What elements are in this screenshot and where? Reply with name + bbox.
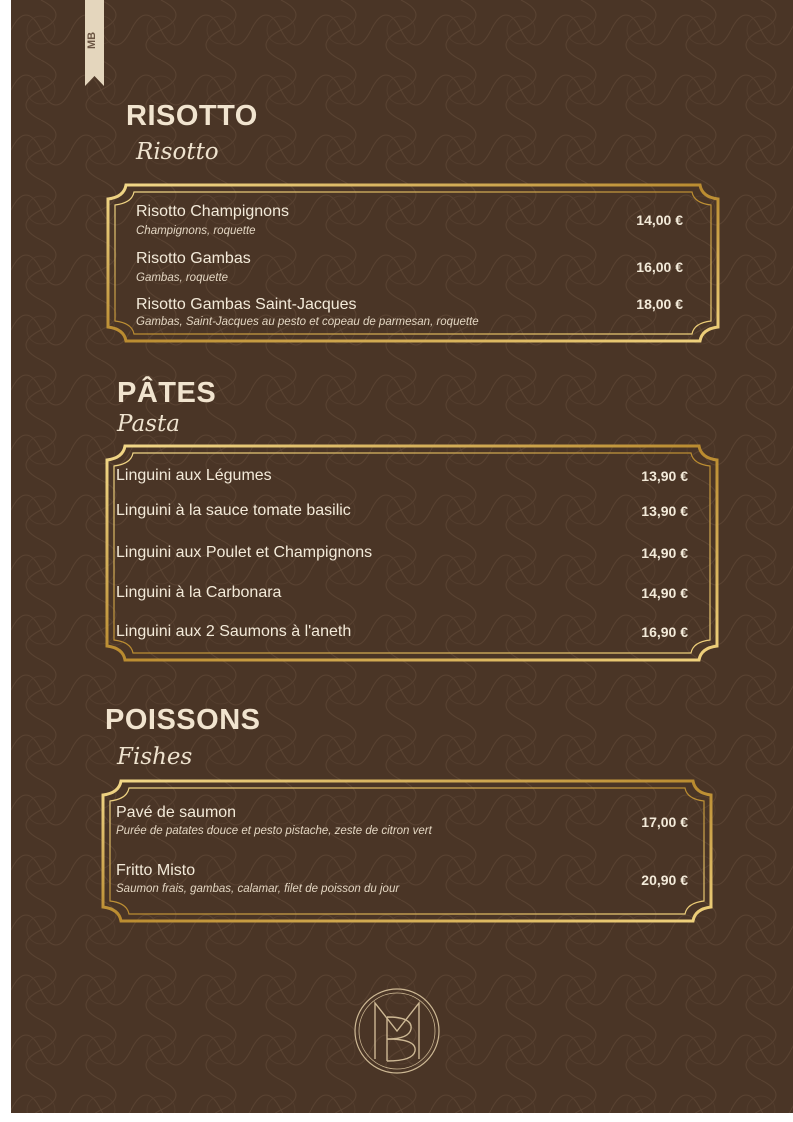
poissons-item-desc: Saumon frais, gambas, calamar, filet de poisson du jour — [116, 883, 400, 895]
pates-item-price: 14,90 € — [641, 545, 688, 561]
section-title-poissons: POISSONS — [105, 704, 261, 736]
poissons-item-name: Fritto Misto — [116, 862, 196, 879]
menu-page — [11, 0, 793, 1113]
pates-item-price: 14,90 € — [641, 585, 688, 601]
restaurant-logo — [353, 987, 441, 1075]
risotto-item-price: 14,00 € — [636, 212, 683, 228]
section-subtitle-risotto: Risotto — [136, 139, 219, 165]
section-subtitle-poissons: Fishes — [117, 744, 193, 770]
poissons-item-price: 20,90 € — [641, 872, 688, 888]
pates-item-name: Linguini aux 2 Saumons à l'aneth — [116, 623, 352, 640]
pates-item-price: 13,90 € — [641, 503, 688, 519]
risotto-item-name: Risotto Champignons — [136, 203, 289, 220]
section-title-risotto: RISOTTO — [126, 100, 258, 132]
risotto-item-desc: Gambas, Saint-Jacques au pesto et copeau de parmesan, roquette — [136, 316, 479, 328]
risotto-item-desc: Gambas, roquette — [136, 272, 229, 284]
risotto-item-name: Risotto Gambas Saint-Jacques — [136, 296, 357, 313]
pates-item-name: Linguini à la Carbonara — [116, 584, 282, 601]
risotto-item-price: 18,00 € — [636, 296, 683, 312]
risotto-item-name: Risotto Gambas — [136, 250, 251, 267]
bookmark-monogram: MB — [86, 31, 98, 49]
pates-item-price: 13,90 € — [641, 468, 688, 484]
poissons-frame — [101, 779, 713, 923]
section-title-pates: PÂTES — [117, 377, 217, 409]
risotto-item-price: 16,00 € — [636, 259, 683, 275]
gold-frame-border — [101, 779, 713, 923]
pates-item-price: 16,90 € — [641, 624, 688, 640]
pates-item-name: Linguini aux Poulet et Champignons — [116, 544, 373, 561]
pates-item-name: Linguini à la sauce tomate basilic — [116, 502, 351, 519]
risotto-item-desc: Champignons, roquette — [136, 225, 256, 237]
poissons-item-price: 17,00 € — [641, 814, 688, 830]
pates-item-name: Linguini aux Légumes — [116, 467, 272, 484]
poissons-item-desc: Purée de patates douce et pesto pistache, zeste de citron vert — [116, 825, 432, 837]
section-subtitle-pates: Pasta — [117, 411, 180, 437]
poissons-item-name: Pavé de saumon — [116, 804, 237, 821]
